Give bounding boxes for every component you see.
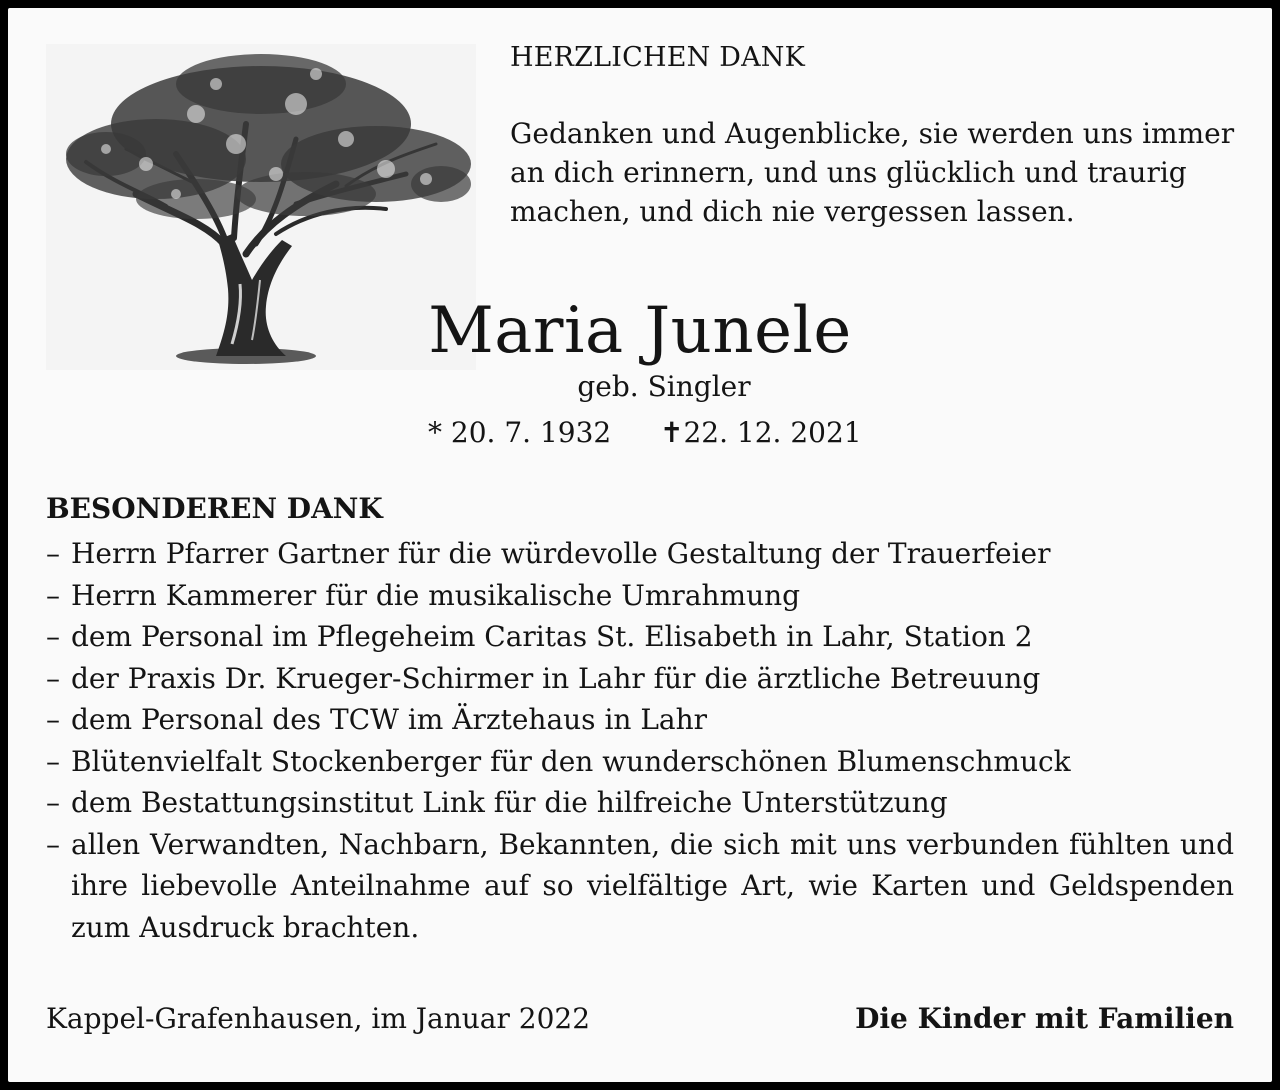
verse-text: Gedanken und Augenblicke, sie werden uns immer an dich erinnern, und uns glücklich und traurig machen, und dich nie vergessen lassen. (510, 117, 1235, 228)
deceased-name-text: Maria Junele (428, 294, 852, 368)
death-date: ✝22. 12. 2021 (660, 416, 862, 449)
list-item: – Herrn Kammerer für die musikalische Umrahmung (46, 575, 1234, 617)
list-item: – der Praxis Dr. Krueger-Schirmer in Lahr für die ärztliche Betreuung (46, 658, 1234, 700)
thanks-list (46, 533, 1234, 948)
obituary-card (8, 8, 1272, 1082)
list-item: – Herrn Pfarrer Gartner für die würdevolle Gestaltung der Trauerfeier (46, 533, 1234, 575)
birth-date: * 20. 7. 1932 (428, 416, 612, 449)
signature: Die Kinder mit Familien (855, 1002, 1234, 1035)
special-thanks-heading: BESONDEREN DANK (46, 492, 383, 525)
list-item: – dem Bestattungsinstitut Link für die hilfreiche Unterstützung (46, 782, 1234, 824)
place-date: Kappel-Grafenhausen, im Januar 2022 (46, 1002, 591, 1035)
thanks-title: HERZLICHEN DANK (510, 42, 806, 73)
list-item: – allen Verwandten, Nachbarn, Bekannten, die sich mit uns verbunden fühlten und ihre liebevolle Anteilnahme auf so vielfältige Art, wie Karten und Geldspenden zum Ausdruck brachten. (46, 824, 1234, 949)
list-item: – Blütenvielfalt Stockenberger für den wunderschönen Blumenschmuck (46, 741, 1234, 783)
deceased-name (8, 294, 1272, 368)
birth-name (8, 370, 1272, 403)
list-item: – dem Personal des TCW im Ärztehaus in Lahr (46, 699, 1234, 741)
birth-name-text: geb. Singler (577, 370, 751, 403)
list-item: – dem Personal im Pflegeheim Caritas St. Elisabeth in Lahr, Station 2 (46, 616, 1234, 658)
